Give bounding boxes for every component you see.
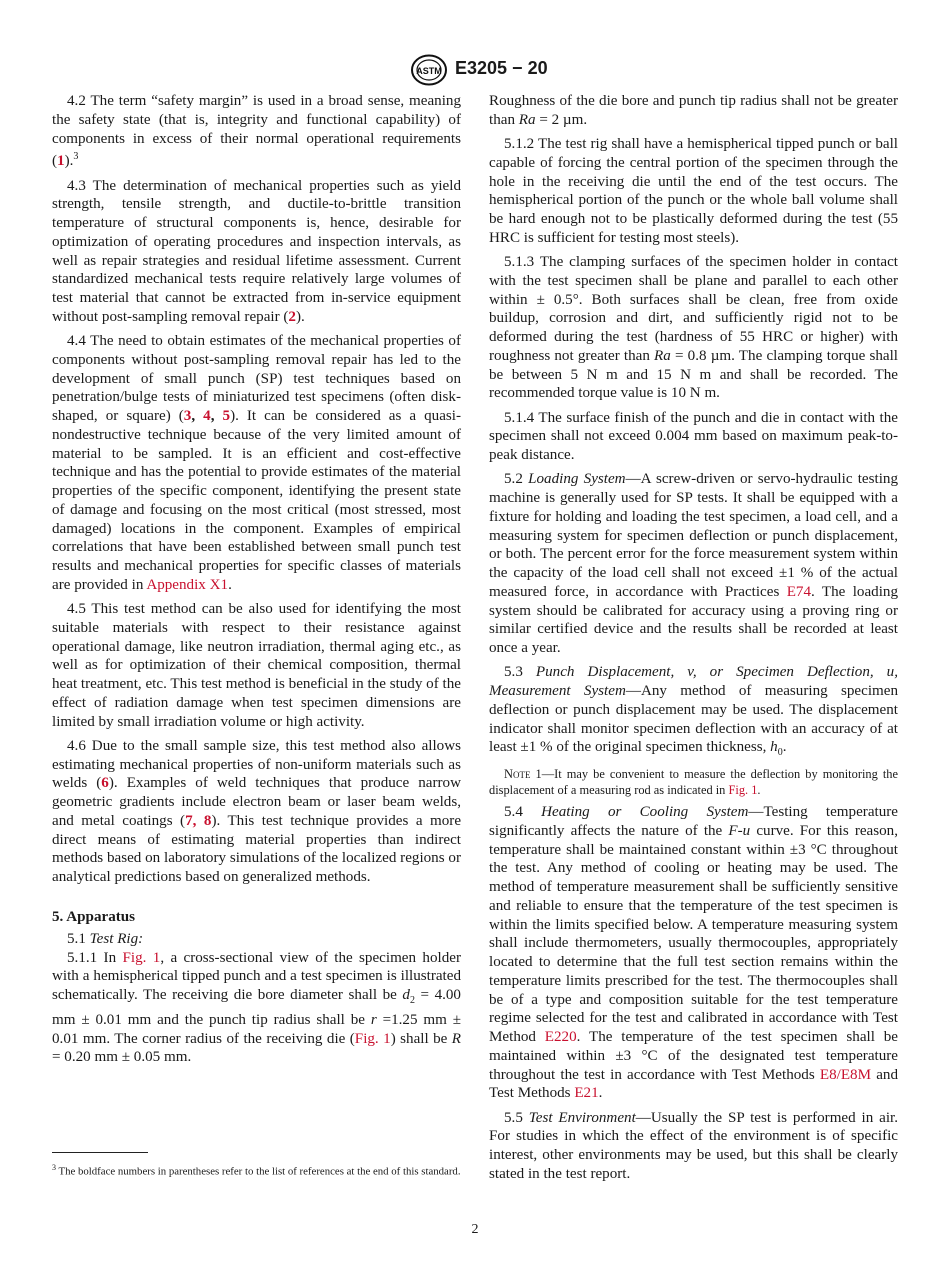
paragraph-5-4: 5.4 Heating or Cooling System—Testing temperature significantly affects the nature of the F-u curve. For this reason, temperature shall be maintained constant within ±3 °C throughout the test. Any method of cooling or heating may be used. The method of temperature measurement shall be sufficiently sensitive and reliable to ensure that the temperature of the test specimen is within the limits specified below. A temperature measuring system shall include thermometers, usually thermocouples, appropriately located to determine that the full test section remains within the temperature limits prescribed for the test. The thermocouples shall be of a type and composition suitable for the test temperature regime selected for the test and calibrated in accordance with Test Method E220. The temperature of the test specimen shall be maintained within ±3 °C of the designated test temperature throughout the test in accordance with Test Methods E8/E8M and Test Methods E21. (489, 804, 898, 1102)
paragraph-5-1-4: 5.1.4 The surface finish of the punch and die in contact with the specimen shall not exceed 0.004 mm based on maximum peak-to-peak distance. (489, 409, 898, 463)
paragraph-5-2: 5.2 Loading System—A screw-driven or servo-hydraulic testing machine is generally used for SP tests. It shall be equipped with a fixture for holding and loading the test specimen, a load cell, and a measuring system for specimen deflection or punch displacement, or both. The percent error for the force measurement system within the capacity of the load cell shall not exceed ±1 % of the actual measured force, in accordance with Practices E74. The loading system should be calibrated for accuracy using a proving ring or similar certified device and the results shall be recorded at least once a year. (489, 471, 898, 656)
paragraph-5-1-2: 5.1.2 The test rig shall have a hemispherical tipped punch or ball capable of forcing the central portion of the specimen through the hole in the receiving die until the end of the test occurs. The hemispherical portion of the punch or the whole ball volume shall be hard enough not to be plastically deformed during the test (55 HRC is sufficient for testing most steels). (489, 136, 898, 246)
astm-logo-icon (410, 54, 448, 86)
paragraph-5-1-1: 5.1.1 In Fig. 1, a cross-sectional view of the specimen holder with a hemispherical tipped punch and a test specimen is illustrated schematically. The receiving die bore diameter shall be $d_2 = 4.00$ mm ± 0.01 mm and the punch tip radius shall be r =1.25 mm ± 0.01 mm. The corner radius of the receiving die (Fig. 1) shall be R = 0.20 mm ± 0.05 mm. (52, 949, 461, 1066)
ref-link[interactable]: 3 (183, 408, 192, 425)
paragraph-5-5: 5.5 Test Environment—Usually the SP test is performed in air. For studies in which the effect of the environment is of specific interest, other environments may be used, but this shall be clearly stated in the test report. (489, 1109, 898, 1182)
appendix-link[interactable]: Appendix X1 (146, 576, 229, 593)
page-number: 2 (471, 1222, 479, 1237)
ref-link[interactable]: 5 (222, 408, 231, 425)
paragraph-5-1-3: 5.1.3 The clamping surfaces of the specimen holder in contact with the test specimen shall be plane and parallel to each other within ± 0.5°. Both surfaces shall be clean, free from oxide buildup, corrosion and dirt, and sufficiently rigid not to be deformed during the test (hardness of 55 HRC or higher) with roughness not greater than Ra = 0.8 µm. The clamping torque shall be between 5 N m and 15 N m and shall be recorded. The recommended torque value is 10 N m. (489, 254, 899, 402)
standard-designation: E3205 − 20 (455, 58, 548, 78)
paragraph-4-6: 4.6 Due to the small sample size, this test method also allows estimating mechanical properties of non-uniform materials such as welds (6). Examples of weld techniques that produce narrow geometric gradients include electron beam or laser beam welds, and metal coatings (7, 8). This test technique provides a more direct means of estimating material properties than indirect methods based on laboratory simulations of the localized regions or analytical predictions based on generalized methods. (52, 737, 462, 886)
ref-link[interactable]: 6 (101, 775, 109, 792)
standard-link[interactable]: E74 (786, 583, 812, 600)
paragraph-5-1: 5.1 Test Rig: (67, 930, 144, 947)
note-1: Note 1—It may be convenient to measure the deflection by monitoring the displacement of a measuring rod as indicated in Fig. 1. (489, 767, 898, 798)
footnote: $^3$ The boldface numbers in parentheses refer to the list of references at the end of this standard. (52, 1163, 461, 1178)
ref-link[interactable]: 4 (203, 408, 211, 425)
right-column (489, 92, 898, 1189)
page-header (0, 58, 950, 84)
footnote-divider (52, 1152, 148, 1153)
ref-link[interactable]: 2 (288, 308, 296, 325)
section-heading: 5. Apparatus (52, 908, 136, 925)
svg-text:ASTM: ASTM (416, 66, 442, 76)
ref-link[interactable]: 1 (57, 153, 65, 170)
standard-link[interactable]: E8/E8M (819, 1066, 872, 1083)
paragraph-4-3: 4.3 The determination of mechanical properties such as yield strength, tensile strength, and ductile-to-brittle transition temperature of structural components is, hence, desirable for optimization of operating procedures and inspection intervals, as well as repair strategies and residual lifetime assessment. Current standardized mechanical tests require relatively large volumes of test material that cannot be extracted from in-service equipment without post-sampling removal repair (2). (52, 177, 461, 325)
figure-link[interactable]: Fig. 1 (354, 1030, 391, 1047)
left-column (52, 92, 461, 1073)
ref-link[interactable]: 7, 8 (185, 812, 212, 829)
paragraph-continued: Roughness of the die bore and punch tip radius shall not be greater than Ra = 2 µm. (489, 93, 898, 128)
paragraph-4-4: 4.4 The need to obtain estimates of the mechanical properties of components without post-sampling removal repair has led to the development of small punch (SP) test techniques based on penetration/bulge tests of miniaturized test specimens (often disk-shaped, or square) (3, 4, 5). It can be considered as a quasi-nondestructive technique because of the very limited amount of material to be sampled. It is an efficient and cost-effective technique and has the potential to provide estimates of the material properties of the specific component, identifying the present state of damage and focusing on the most critical (most stressed, most damaged) locations in the component. Examples of empirical correlations that have been established between small punch test results and mechanical properties for specific classes of materials are provided in Appendix X1. (52, 333, 462, 593)
figure-link[interactable]: Fig. 1 (728, 783, 758, 798)
standard-link[interactable]: E21 (574, 1085, 599, 1102)
standard-link[interactable]: E220 (544, 1029, 577, 1046)
paragraph-5-3: 5.3 Punch Displacement, v, or Specimen Deflection, u, Measurement System—Any method of measuring specimen deflection or punch displacement may be used. The displacement indicator shall monitor specimen deflection with an accuracy of at least ±1 % of the original specimen thickness, $h_0$. (489, 664, 898, 759)
figure-link[interactable]: Fig. 1 (122, 949, 161, 966)
paragraph-4-2: 4.2 The term “safety margin” is used in a broad sense, meaning the safety state (that is, integrity and functional capability) of components in excess of their normal operational requirements (1).$^3$ (52, 93, 461, 170)
paragraph-4-5: 4.5 This test method can be also used for identifying the most suitable materials with respect to their resistance against operational damage, like neutron irradiation, thermal aging etc., as well as for optimization of their chemical composition, thermal heat treatment, etc. This test method is beneficial in the study of the effect of radiation damage when test specimen dimensions are limited by small irradiation volume or high activity. (52, 601, 461, 730)
